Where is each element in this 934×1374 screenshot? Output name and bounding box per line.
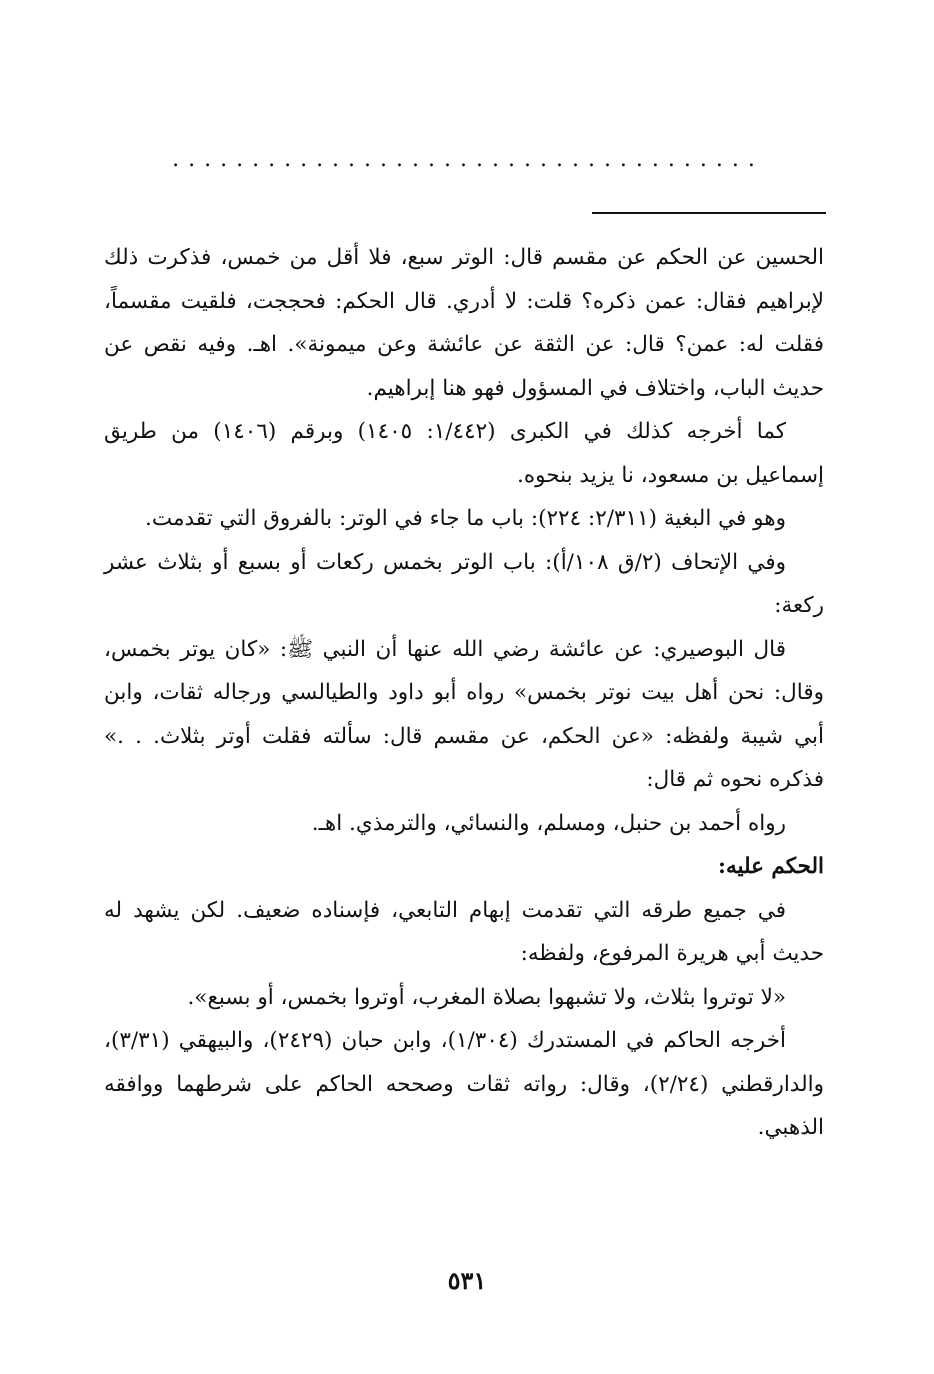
page-body <box>104 236 824 1150</box>
paragraph-hadith-text: «لا توتروا بثلاث، ولا تشبهوا بصلاة المغرب، أوتروا بخمس، أو بسبع». <box>187 984 786 1010</box>
paragraph-kubra: كما أخرجه كذلك في الكبرى (١/٤٤٢: ١٤٠٥) وبرقم (١٤٠٦) من طريق إسماعيل بن مسعود، نا يزيد بنحوه. <box>104 419 824 488</box>
paragraph-ruling: في جميع طرقه التي تقدمت إبهام التابعي، فإسناده ضعيف. لكن يشهد له حديث أبي هريرة المرفوع، ولفظه: <box>104 897 824 966</box>
paragraph-continuation: الحسين عن الحكم عن مقسم قال: الوتر سبع، فلا أقل من خمس، فذكرت ذلك لإبراهيم فقال: عمن ذكره؟ قلت: لا أدري. قال الحكم: فحججت، فلقيت مقسماً، فقلت له: عمن؟ قال: عن الثقة عن عائشة وعن ميمونة». اهـ. وفيه نقص عن حديث الباب، واختلاف في المسؤول فهو هنا إبراهيم. <box>104 245 824 401</box>
footnote-rule <box>592 212 826 214</box>
paragraph-narrators: رواه أحمد بن حنبل، ومسلم، والنسائي، والترمذي. اهـ. <box>311 810 786 836</box>
section-heading-ruling: الحكم عليه: <box>718 854 824 879</box>
paragraph-ithaf: وفي الإتحاف (٢/ق ١٠٨/أ): باب الوتر بخمس ركعات أو بسبع أو بثلاث عشر ركعة: <box>104 549 824 618</box>
page-number: ٥٣١ <box>447 1266 487 1295</box>
top-dotted-separator: ..................................... <box>172 148 764 172</box>
paragraph-takhrij: أخرجه الحاكم في المستدرك (١/٣٠٤)، وابن حبان (٢٤٢٩)، والبيهقي (٣/٣١)، والدارقطني (٢/٢٤)، وقال: رواته ثقات وصححه الحاكم على شرطهما ووافقه الذهبي. <box>104 1028 825 1140</box>
paragraph-bughya: وهو في البغية (٢/٣١١: ٢٢٤): باب ما جاء في الوتر: بالفروق التي تقدمت. <box>145 506 786 531</box>
paragraph-busiri: قال البوصيري: عن عائشة رضي الله عنها أن النبي ﷺ: «كان يوتر بخمس، وقال: نحن أهل بيت نوتر بخمس» رواه أبو داود والطيالسي ورجاله ثقات، وابن أبي شيبة ولفظه: «عن الحكم، عن مقسم قال: سألته فقلت أوتر بثلاث. . .» فذكره نحوه ثم قال: <box>104 636 824 792</box>
